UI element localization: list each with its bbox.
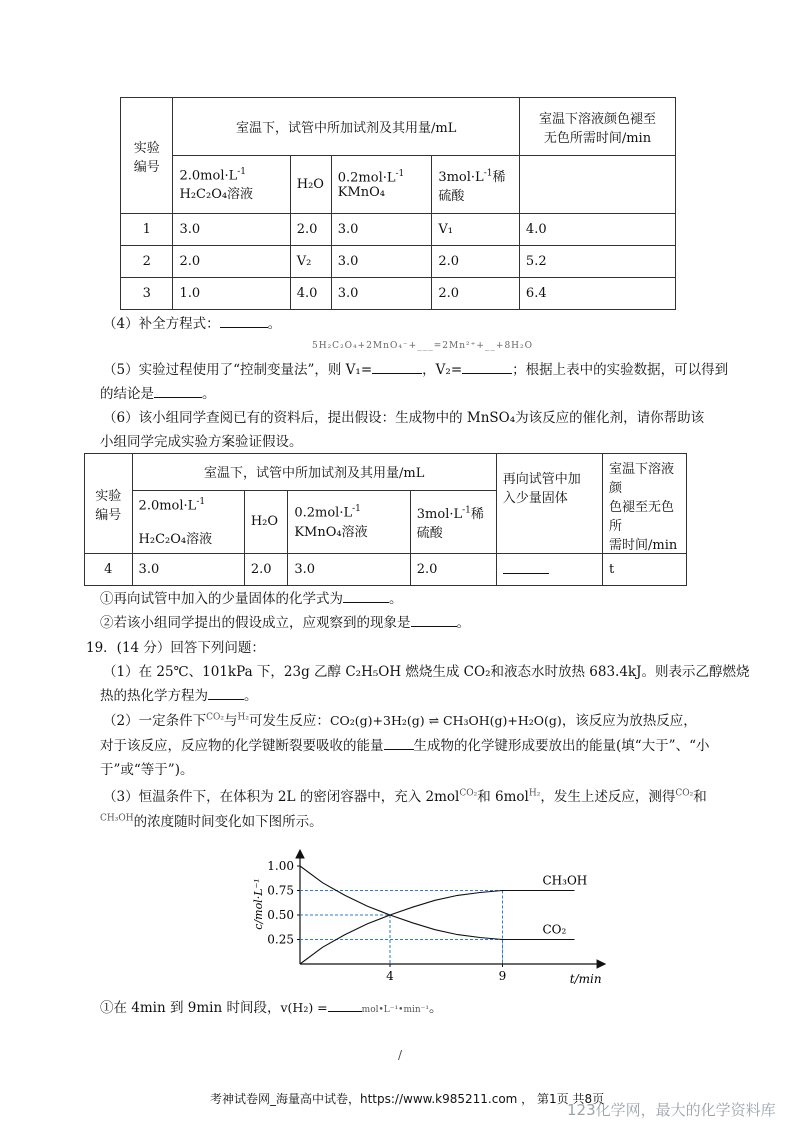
header-time: 室温下溶液颜色褪至 无色所需时间/min bbox=[519, 98, 675, 156]
q6-line1: （6）该小组同学查阅已有的资料后，提出假设：生成物中的 MnSO₄为该反应的催化剂，请你帮助该 bbox=[103, 410, 705, 426]
y-tick-label: 0.25 bbox=[267, 932, 294, 947]
energy-compare-blank[interactable] bbox=[384, 742, 414, 750]
q19-p3-item1: ①在 4min 到 9min 时间段，v(H₂) = mol•L⁻¹•min⁻¹。 bbox=[100, 1000, 443, 1016]
q4-blank[interactable] bbox=[220, 315, 268, 328]
phenomenon-blank[interactable] bbox=[411, 614, 457, 627]
experiment-table-1 bbox=[120, 97, 676, 310]
conclusion-blank[interactable] bbox=[154, 385, 202, 398]
q5-line2: 的结论是 。 bbox=[100, 386, 216, 402]
page-slash: / bbox=[398, 1048, 403, 1062]
header-reagents: 室温下，试管中所加试剂及其用量/mL bbox=[132, 454, 496, 491]
table-row: 4 3.0 2.0 3.0 2.0 t bbox=[85, 554, 687, 586]
concentration-time-chart bbox=[240, 848, 602, 988]
sub-h2c2o4: $2.0mol\cdot L^{-1}$ H₂C₂O₄溶液 bbox=[173, 156, 290, 214]
table-row: 3 1.0 4.0 3.0 2.0 6.4 bbox=[121, 278, 676, 310]
q19-p2-line1: （2）一定条件下$^{CO_2}$与$^{H_2}$可发生反应：CO₂(g)+3H₂(g) ⇌ CH₃OH(g)+H₂O(g)，该反应为放热反应， bbox=[103, 712, 697, 729]
q19-p2-line2: 对于该反应，反应物的化学键断裂要吸收的能量 生成物的化学键形成要放出的能量(填“大于”、“小 bbox=[100, 738, 710, 754]
q19-p3-line1: （3）恒温条件下，在体积为 2L 的密闭容器中，充入 2mol$^{CO_2}$和 6mol$^{H_2}$，发生上述反应，测得$^{CO_2}$和 bbox=[103, 788, 707, 805]
solid-blank[interactable] bbox=[503, 561, 549, 574]
y-tick-label: 1.00 bbox=[267, 859, 294, 873]
v2-blank[interactable] bbox=[462, 361, 512, 374]
sub-h2o: H₂O bbox=[244, 490, 288, 553]
q4-equation: 5H₂C₂O₄+2MnO₄⁻+___=2Mn²⁺+__+8H₂O bbox=[312, 341, 533, 351]
y-tick-label: 0.50 bbox=[267, 908, 294, 922]
q19-p1-line1: （1）在 25℃、101kPa 下，23g 乙醇 C₂H₅OH 燃烧生成 CO₂和液态水时放热 683.4kJ。则表示乙醇燃烧 bbox=[103, 664, 750, 680]
q6-line2: 小组同学完成实验方案验证假设。 bbox=[100, 434, 303, 450]
thermo-eq-blank[interactable] bbox=[208, 687, 244, 700]
series-label-co2: CO₂ bbox=[542, 922, 567, 937]
series-line-co2 bbox=[300, 866, 575, 940]
sub-acid: $3mol\cdot L^{-1}$稀 硫酸 bbox=[410, 490, 496, 553]
series-label-ch3oh: CH₃OH bbox=[542, 873, 588, 888]
sub-h2o: H₂O bbox=[290, 156, 331, 214]
watermark: 123化学网，最大的化学资料库 bbox=[567, 1101, 776, 1119]
sub-h2c2o4: $2.0mol\cdot L^{-1}$ H₂C₂O₄溶液 bbox=[132, 490, 244, 553]
table-row: 2 2.0 V₂ 3.0 2.0 5.2 bbox=[121, 246, 676, 278]
header-reagents: 室温下，试管中所加试剂及其用量/mL bbox=[173, 98, 519, 156]
solid-formula-blank[interactable] bbox=[343, 590, 389, 603]
y-tick-label: 0.75 bbox=[267, 883, 294, 898]
col-exp-id: 实验 编号 bbox=[121, 98, 173, 214]
q4-line: （4）补全方程式： 。 bbox=[103, 316, 282, 332]
x-tick-label: 4 bbox=[386, 969, 394, 983]
q19-p3-line2: $^{CH_3OH}$的浓度随时间变化如下图所示。 bbox=[100, 813, 323, 830]
header-solid: 再向试管中加 入少量固体 bbox=[496, 454, 602, 554]
table-row: 1 3.0 2.0 3.0 V₁ 4.0 bbox=[121, 214, 676, 246]
v1-blank[interactable] bbox=[372, 361, 422, 374]
col-exp-id: 实验 编号 bbox=[85, 454, 133, 554]
sub-kmno4: $0.2mol\cdot L^{-1}$ KMnO₄ bbox=[331, 156, 432, 214]
q5-line1: （5）实验过程使用了“控制变量法”，则 V₁= ，V₂= ；根据上表中的实验数据，可以得到 bbox=[103, 362, 729, 378]
q6-item2: ②若该小组同学提出的假设成立，应观察到的现象是 。 bbox=[100, 615, 470, 631]
reaction-equation: CO₂(g)+3H₂(g) ⇌ CH₃OH(g)+H₂O(g) bbox=[329, 713, 562, 728]
q19-title: 19．(14 分）回答下列问题： bbox=[86, 640, 265, 656]
sub-kmno4: $0.2mol\cdot L^{-1}$ KMnO₄溶液 bbox=[288, 490, 410, 553]
y-axis-label: c/mol·L⁻¹ bbox=[252, 878, 265, 930]
series-line-ch3oh bbox=[300, 891, 575, 965]
x-axis-label: t/min bbox=[569, 972, 602, 986]
x-tick-label: 9 bbox=[498, 969, 507, 983]
q19-p1-line2: 热的热化学方程为 。 bbox=[100, 688, 258, 704]
solid-blank-cell bbox=[496, 554, 602, 586]
q6-item1: ①再向试管中加入的少量固体的化学式为 。 bbox=[100, 591, 403, 607]
q19-p2-line3: 于”或“等于”)。 bbox=[100, 762, 194, 778]
footer-text: 考神试卷网_海量高中试卷，https://www.k985211.com ， 第1页 共8页 bbox=[210, 1092, 605, 1106]
experiment-table-2 bbox=[84, 453, 687, 586]
sub-time-empty bbox=[519, 156, 675, 214]
rate-blank[interactable] bbox=[328, 999, 362, 1012]
header-time: 室温下溶液颜 色褪至无色所 需时间/min bbox=[603, 454, 687, 554]
sub-acid: $3mol\cdot L^{-1}$稀 硫酸 bbox=[432, 156, 520, 214]
